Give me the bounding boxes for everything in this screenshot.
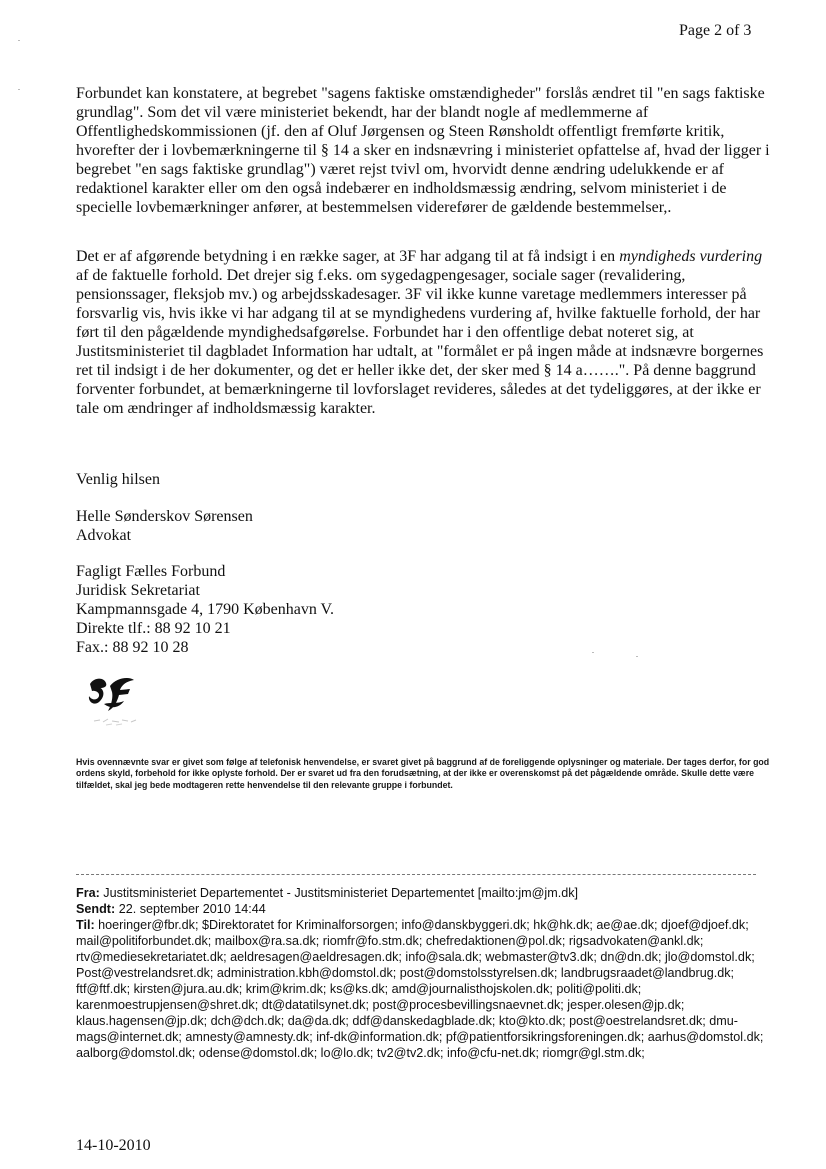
email-to-value: hoeringer@fbr.dk; $Direktoratet for Kriminalforsorgen; info@danskbyggeri.dk; hk@hk.dk; ae@ae.dk; djoef@djoef.dk; mail@politiforbundet.dk; mailbox@ra.sa.dk; riomfr@fo.stm.dk; chefredaktionen@pol.dk; rigsadvokaten@ankl.dk; rtv@mediesekretariatet.dk; aeldresagen@aeldresagen.dk; info@sala.dk; webmaster@tv3.dk; dn@dn.dk; jlo@domstol.dk; Post@vestrelandsret.dk; administration.kbh@domstol.dk; post@domstolsstyrelsen.dk; landbrugsraadet@landbrug.dk; ftf@ftf.dk; kirsten@jura.au.dk; krim@krim.dk; ks@ks.dk; amd@journalisthojskolen.dk; politi@politi.dk; karenmoestrupjensen@shret.dk; dt@datatilsynet.dk; post@procesbevillingsnaevnet.dk; jesper.olesen@jp.dk; klaus.hagensen@jp.dk; dch@dch.dk; da@da.dk; ddf@danskedagblade.dk; kto@kto.dk; post@oestrelandsret.dk; dmu-mags@internet.dk; amnesty@amnesty.dk; inf-dk@information.dk; pf@patientforsikringsforeningen.dk; aarhus@domstol.dk; aalborg@domstol.dk; odense@domstol.dk; lo@lo.dk; tv2@tv2.dk; info@cfu-net.dk; riomgr@gl.stm.dk;	[76, 918, 764, 1060]
email-from-line	[76, 885, 766, 901]
3f-logo-icon	[86, 674, 138, 714]
disclaimer-text: Hvis ovennævnte svar er givet som følge af telefonisk henvendelse, er svaret givet på baggrund af de foreliggende oplysninger og materiale. Der tages derfor, for god ordens skyld, forbehold for ikke oplyste forhold. Der er svaret ud fra den forudsætning, at der ikke er overenskomst på det pågældende område. Skulle dette være tilfældet, skal jeg bede modtageren rette henvendelse til den relevante gruppe i forbundet.	[76, 757, 770, 790]
footer-date: 14-10-2010	[76, 1137, 151, 1154]
email-to-line	[76, 917, 766, 1061]
signature-block	[76, 507, 253, 545]
organization-name: Fagligt Fælles Forbund	[76, 563, 226, 580]
organization-address: Kampmannsgade 4, 1790 København V.	[76, 601, 335, 618]
scan-speck	[636, 656, 638, 657]
paragraph-sagens-grundlag: Forbundet kan konstatere, at begrebet "sagens faktiske omstændigheder" forslås ændret til "en sags faktiske grundlag". Som det vil være ministeriet bekendt, har der blandt nogle af medlemmerne af Offentlighedskommissionen (jf. den af Oluf Jørgensen og Steen Rønsholdt offentligt fremførte kritik, hvorefter der i lovbemærkningerne til § 14 a sker en indsnævring i ministeriet opfattelse af, hvad der ligger i begrebet "en sags faktiske grundlag") været rejst tvivl om, hvorvidt denne ændring udelukkende er af redaktionel karakter eller om den også indebærer en indholdsmæssig ændring, selvom ministeriet i de specielle lovbemærkninger anfører, at bestemmelsen viderefører de gældende bestemmelser,.	[76, 85, 770, 216]
email-from-value: Justitsministeriet Departementet - Justitsministeriet Departementet [mailto:jm@jm.dk]	[103, 886, 578, 900]
paragraph2-text-end: af de faktuelle forhold. Det drejer sig f.eks. om sygedagpengesager, sociale sager (revalidering, pensionssager, fleksjob mv.) og arbejdsskadesager. 3F vil ikke kunne varetage medlemmers interesser på forsvarlig vis, hvis ikke vi har adgang til at se myndighedens vurdering af, hvilke faktuelle forhold, der har ført til den pågældende myndighedsafgørelse. Forbundet har i den offentlige debat noteret sig, at Justitsministeriet til dagbladet Information har udtalt, at "formålet er på ingen måde at indsnævre borgernes ret til indsigt i de her dokumenter, og det er heller ikke det, der sker med § 14 a…….". På denne baggrund forventer forbundet, at bemærkningerne til lovforslaget revideres, således at det tydeliggøres, at der ikke er tale om ændringer af indholdsmæssig karakter.	[76, 267, 764, 417]
email-sent-value: 22. september 2010 14:44	[118, 902, 266, 916]
logo-caption-mark	[92, 716, 138, 726]
email-separator	[76, 874, 756, 875]
paragraph-myndigheds-vurdering	[76, 247, 776, 418]
forwarded-email-header	[76, 885, 766, 1061]
page-number: Page 2 of 3	[679, 22, 752, 39]
signer-name: Helle Sønderskov Sørensen	[76, 508, 253, 525]
scan-speck	[592, 652, 594, 653]
closing-greeting: Venlig hilsen	[76, 471, 160, 488]
email-sent-line	[76, 901, 766, 917]
organization-phone: Direkte tlf.: 88 92 10 21	[76, 620, 231, 637]
paragraph2-emphasis: myndigheds vurdering	[619, 248, 763, 265]
organization-block	[76, 562, 334, 657]
organization-fax: Fax.: 88 92 10 28	[76, 639, 189, 656]
scan-speck	[18, 40, 20, 41]
email-sent-label: Sendt:	[76, 902, 116, 916]
email-from-label: Fra:	[76, 886, 100, 900]
email-to-label: Til:	[76, 918, 95, 932]
paragraph2-text-start: Det er af afgørende betydning i en række sager, at 3F har adgang til at få indsigt i en	[76, 248, 620, 265]
scan-speck	[18, 89, 20, 90]
organization-department: Juridisk Sekretariat	[76, 582, 200, 599]
signer-title: Advokat	[76, 527, 132, 544]
